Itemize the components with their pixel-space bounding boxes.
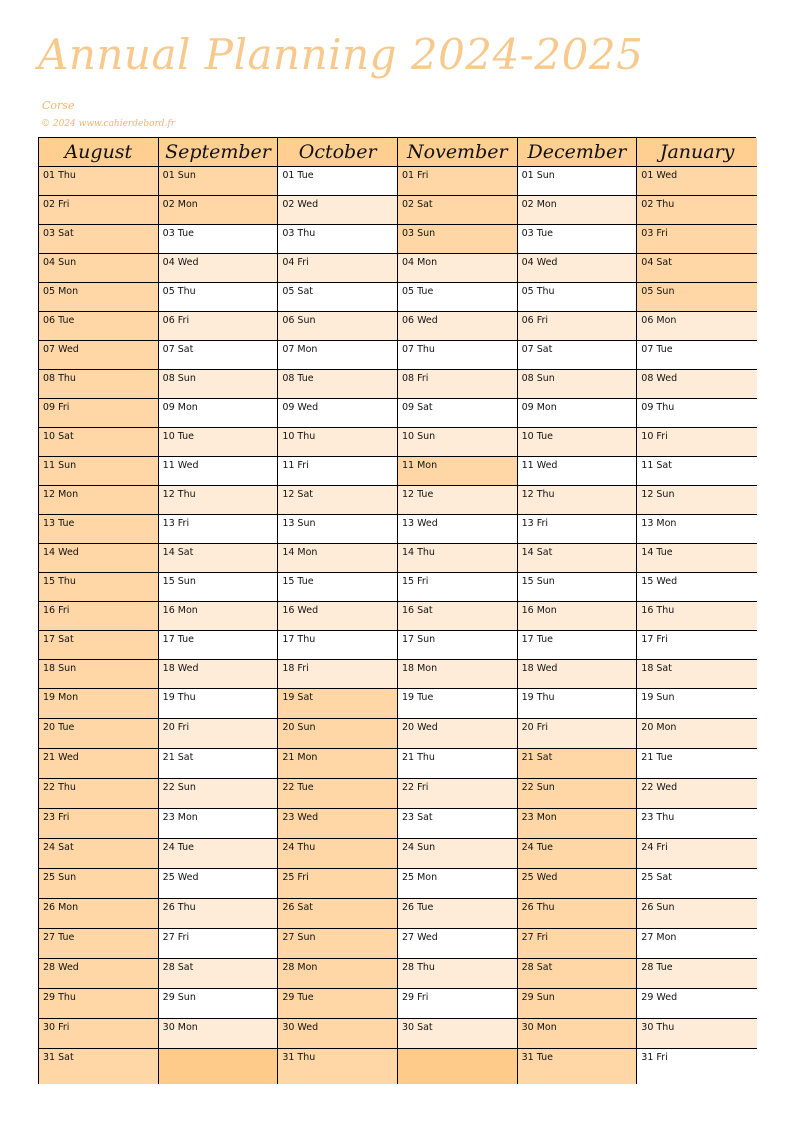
day-cell: 13 Fri [518,515,637,544]
day-cell: 13 Tue [39,515,158,544]
day-cell: 30 Wed [278,1019,397,1049]
day-cell: 04 Fri [278,254,397,283]
month-column-november [398,138,518,1083]
day-cell: 06 Sun [278,312,397,341]
day-cell: 10 Tue [518,428,637,457]
day-cell: 26 Sat [278,899,397,929]
day-cell: 23 Mon [518,809,637,839]
day-cell: 18 Sun [39,660,158,689]
day-cell: 30 Sat [398,1019,517,1049]
day-cell: 17 Tue [159,631,278,660]
day-cell: 08 Wed [637,370,757,399]
day-cell: 13 Sun [278,515,397,544]
day-cell: 27 Sun [278,929,397,959]
day-cell: 17 Thu [278,631,397,660]
day-cell: 26 Tue [398,899,517,929]
day-cell: 18 Mon [398,660,517,689]
day-cell: 03 Tue [518,225,637,254]
day-cells [278,167,397,1083]
day-cell: 12 Tue [398,486,517,515]
day-cell: 21 Wed [39,749,158,779]
day-cell: 16 Sat [398,602,517,631]
day-cell: 13 Wed [398,515,517,544]
day-cell: 26 Mon [39,899,158,929]
day-cell: 05 Sat [278,283,397,312]
day-cell: 03 Tue [159,225,278,254]
day-cell [159,1049,278,1084]
day-cell: 15 Fri [398,573,517,602]
day-cell: 23 Sat [398,809,517,839]
day-cell: 01 Sun [159,167,278,196]
day-cell: 26 Thu [159,899,278,929]
day-cell: 06 Tue [39,312,158,341]
day-cell: 21 Tue [637,749,757,779]
day-cell: 28 Thu [398,959,517,989]
day-cell: 24 Tue [159,839,278,869]
day-cell: 11 Sat [637,457,757,486]
day-cell: 05 Tue [398,283,517,312]
day-cell: 24 Sun [398,839,517,869]
month-column-september [159,138,279,1083]
day-cell: 02 Fri [39,196,158,225]
day-cell: 12 Thu [159,486,278,515]
day-cell: 16 Mon [159,602,278,631]
month-header: August [39,138,158,167]
day-cell: 19 Thu [518,689,637,719]
day-cell: 03 Thu [278,225,397,254]
day-cell: 14 Mon [278,544,397,573]
day-cell: 08 Tue [278,370,397,399]
day-cell: 25 Sat [637,869,757,899]
day-cell: 18 Wed [159,660,278,689]
day-cell: 04 Mon [398,254,517,283]
day-cell: 01 Sun [518,167,637,196]
day-cell: 30 Fri [39,1019,158,1049]
copyright-text: © 2024 www.cahierdebord.fr [41,119,176,129]
day-cell: 16 Mon [518,602,637,631]
day-cell: 25 Sun [39,869,158,899]
day-cell: 06 Fri [518,312,637,341]
day-cell: 20 Mon [637,719,757,749]
day-cell: 23 Mon [159,809,278,839]
day-cell: 04 Wed [518,254,637,283]
day-cell: 23 Fri [39,809,158,839]
day-cell: 11 Fri [278,457,397,486]
day-cell: 11 Wed [159,457,278,486]
day-cell: 10 Thu [278,428,397,457]
day-cell: 15 Tue [278,573,397,602]
day-cell: 22 Wed [637,779,757,809]
day-cell: 17 Tue [518,631,637,660]
day-cell: 30 Mon [159,1019,278,1049]
day-cell: 17 Sat [39,631,158,660]
day-cell: 05 Sun [637,283,757,312]
day-cell: 10 Sat [39,428,158,457]
day-cell: 12 Sat [278,486,397,515]
day-cell: 31 Thu [278,1049,397,1084]
day-cell: 29 Fri [398,989,517,1019]
day-cell: 26 Thu [518,899,637,929]
day-cells [159,167,278,1083]
day-cell: 24 Fri [637,839,757,869]
day-cell: 03 Fri [637,225,757,254]
day-cell: 08 Fri [398,370,517,399]
day-cell: 15 Sun [518,573,637,602]
day-cell: 03 Sat [39,225,158,254]
day-cell: 09 Mon [159,399,278,428]
day-cell: 19 Thu [159,689,278,719]
day-cell: 31 Tue [518,1049,637,1084]
day-cell: 02 Sat [398,196,517,225]
day-cell: 25 Wed [159,869,278,899]
month-header: November [398,138,517,167]
day-cell: 14 Sat [159,544,278,573]
day-cell: 09 Sat [398,399,517,428]
month-header: October [278,138,397,167]
day-cell: 09 Wed [278,399,397,428]
day-cell: 02 Wed [278,196,397,225]
month-column-august [39,138,159,1083]
day-cell: 01 Thu [39,167,158,196]
day-cell: 15 Sun [159,573,278,602]
day-cell: 29 Wed [637,989,757,1019]
day-cell: 20 Fri [518,719,637,749]
day-cell: 24 Sat [39,839,158,869]
day-cell: 02 Mon [159,196,278,225]
day-cell: 31 Fri [637,1049,757,1084]
day-cell: 08 Sun [159,370,278,399]
region-label: Corse [42,99,75,112]
day-cell: 08 Thu [39,370,158,399]
day-cell: 13 Fri [159,515,278,544]
day-cell: 14 Wed [39,544,158,573]
day-cell: 23 Wed [278,809,397,839]
day-cell: 29 Tue [278,989,397,1019]
day-cell: 20 Sun [278,719,397,749]
day-cell: 21 Mon [278,749,397,779]
day-cell: 21 Sat [518,749,637,779]
day-cell: 07 Tue [637,341,757,370]
day-cell: 01 Fri [398,167,517,196]
day-cell: 05 Thu [518,283,637,312]
day-cell: 19 Tue [398,689,517,719]
day-cell: 22 Fri [398,779,517,809]
day-cell: 24 Thu [278,839,397,869]
month-header: September [159,138,278,167]
day-cell: 20 Fri [159,719,278,749]
day-cell: 06 Wed [398,312,517,341]
day-cell: 06 Mon [637,312,757,341]
day-cell: 23 Thu [637,809,757,839]
day-cell: 01 Tue [278,167,397,196]
day-cell: 19 Mon [39,689,158,719]
planning-grid [38,137,756,1084]
day-cell: 07 Sat [518,341,637,370]
day-cell: 27 Fri [159,929,278,959]
day-cell: 10 Fri [637,428,757,457]
day-cell: 04 Sun [39,254,158,283]
day-cell: 09 Thu [637,399,757,428]
day-cell: 08 Sun [518,370,637,399]
day-cell: 27 Fri [518,929,637,959]
month-header: January [637,138,757,167]
day-cell: 19 Sat [278,689,397,719]
day-cell: 09 Mon [518,399,637,428]
month-column-october [278,138,398,1083]
day-cell: 01 Wed [637,167,757,196]
day-cell: 07 Mon [278,341,397,370]
day-cell: 26 Sun [637,899,757,929]
day-cell: 17 Fri [637,631,757,660]
day-cell [398,1049,517,1084]
month-column-january [637,138,757,1083]
day-cell: 12 Sun [637,486,757,515]
day-cell: 27 Tue [39,929,158,959]
day-cell: 28 Tue [637,959,757,989]
day-cell: 21 Sat [159,749,278,779]
day-cell: 07 Wed [39,341,158,370]
day-cell: 16 Fri [39,602,158,631]
day-cell: 30 Mon [518,1019,637,1049]
day-cell: 16 Thu [637,602,757,631]
day-cell: 11 Wed [518,457,637,486]
day-cell: 07 Sat [159,341,278,370]
page-title: Annual Planning 2024-2025 [38,30,644,79]
day-cell: 07 Thu [398,341,517,370]
day-cell: 28 Wed [39,959,158,989]
day-cell: 31 Sat [39,1049,158,1084]
day-cell: 03 Sun [398,225,517,254]
day-cell: 24 Tue [518,839,637,869]
day-cell: 27 Wed [398,929,517,959]
day-cell: 18 Fri [278,660,397,689]
day-cells [518,167,637,1083]
day-cell: 22 Tue [278,779,397,809]
month-column-december [518,138,638,1083]
day-cell: 22 Thu [39,779,158,809]
day-cell: 11 Mon [398,457,517,486]
day-cell: 04 Wed [159,254,278,283]
day-cell: 15 Thu [39,573,158,602]
day-cell: 21 Thu [398,749,517,779]
day-cell: 25 Wed [518,869,637,899]
day-cell: 29 Thu [39,989,158,1019]
day-cell: 18 Wed [518,660,637,689]
day-cell: 14 Sat [518,544,637,573]
day-cells [39,167,158,1083]
day-cell: 16 Wed [278,602,397,631]
day-cell: 25 Mon [398,869,517,899]
day-cell: 06 Fri [159,312,278,341]
day-cell: 04 Sat [637,254,757,283]
day-cell: 27 Mon [637,929,757,959]
day-cell: 28 Mon [278,959,397,989]
day-cell: 09 Fri [39,399,158,428]
day-cell: 20 Wed [398,719,517,749]
day-cell: 28 Sat [159,959,278,989]
day-cell: 19 Sun [637,689,757,719]
day-cell: 10 Tue [159,428,278,457]
day-cell: 18 Sat [637,660,757,689]
day-cell: 12 Mon [39,486,158,515]
day-cell: 28 Sat [518,959,637,989]
day-cell: 30 Thu [637,1019,757,1049]
day-cell: 17 Sun [398,631,517,660]
day-cell: 22 Sun [518,779,637,809]
day-cell: 14 Thu [398,544,517,573]
day-cell: 22 Sun [159,779,278,809]
day-cell: 13 Mon [637,515,757,544]
day-cell: 15 Wed [637,573,757,602]
day-cell: 05 Thu [159,283,278,312]
day-cell: 02 Mon [518,196,637,225]
day-cell: 14 Tue [637,544,757,573]
day-cell: 05 Mon [39,283,158,312]
day-cell: 29 Sun [518,989,637,1019]
day-cell: 11 Sun [39,457,158,486]
day-cell: 10 Sun [398,428,517,457]
month-header: December [518,138,637,167]
day-cell: 20 Tue [39,719,158,749]
day-cell: 25 Fri [278,869,397,899]
day-cells [398,167,517,1083]
day-cell: 12 Thu [518,486,637,515]
day-cell: 29 Sun [159,989,278,1019]
day-cells [637,167,757,1083]
day-cell: 02 Thu [637,196,757,225]
